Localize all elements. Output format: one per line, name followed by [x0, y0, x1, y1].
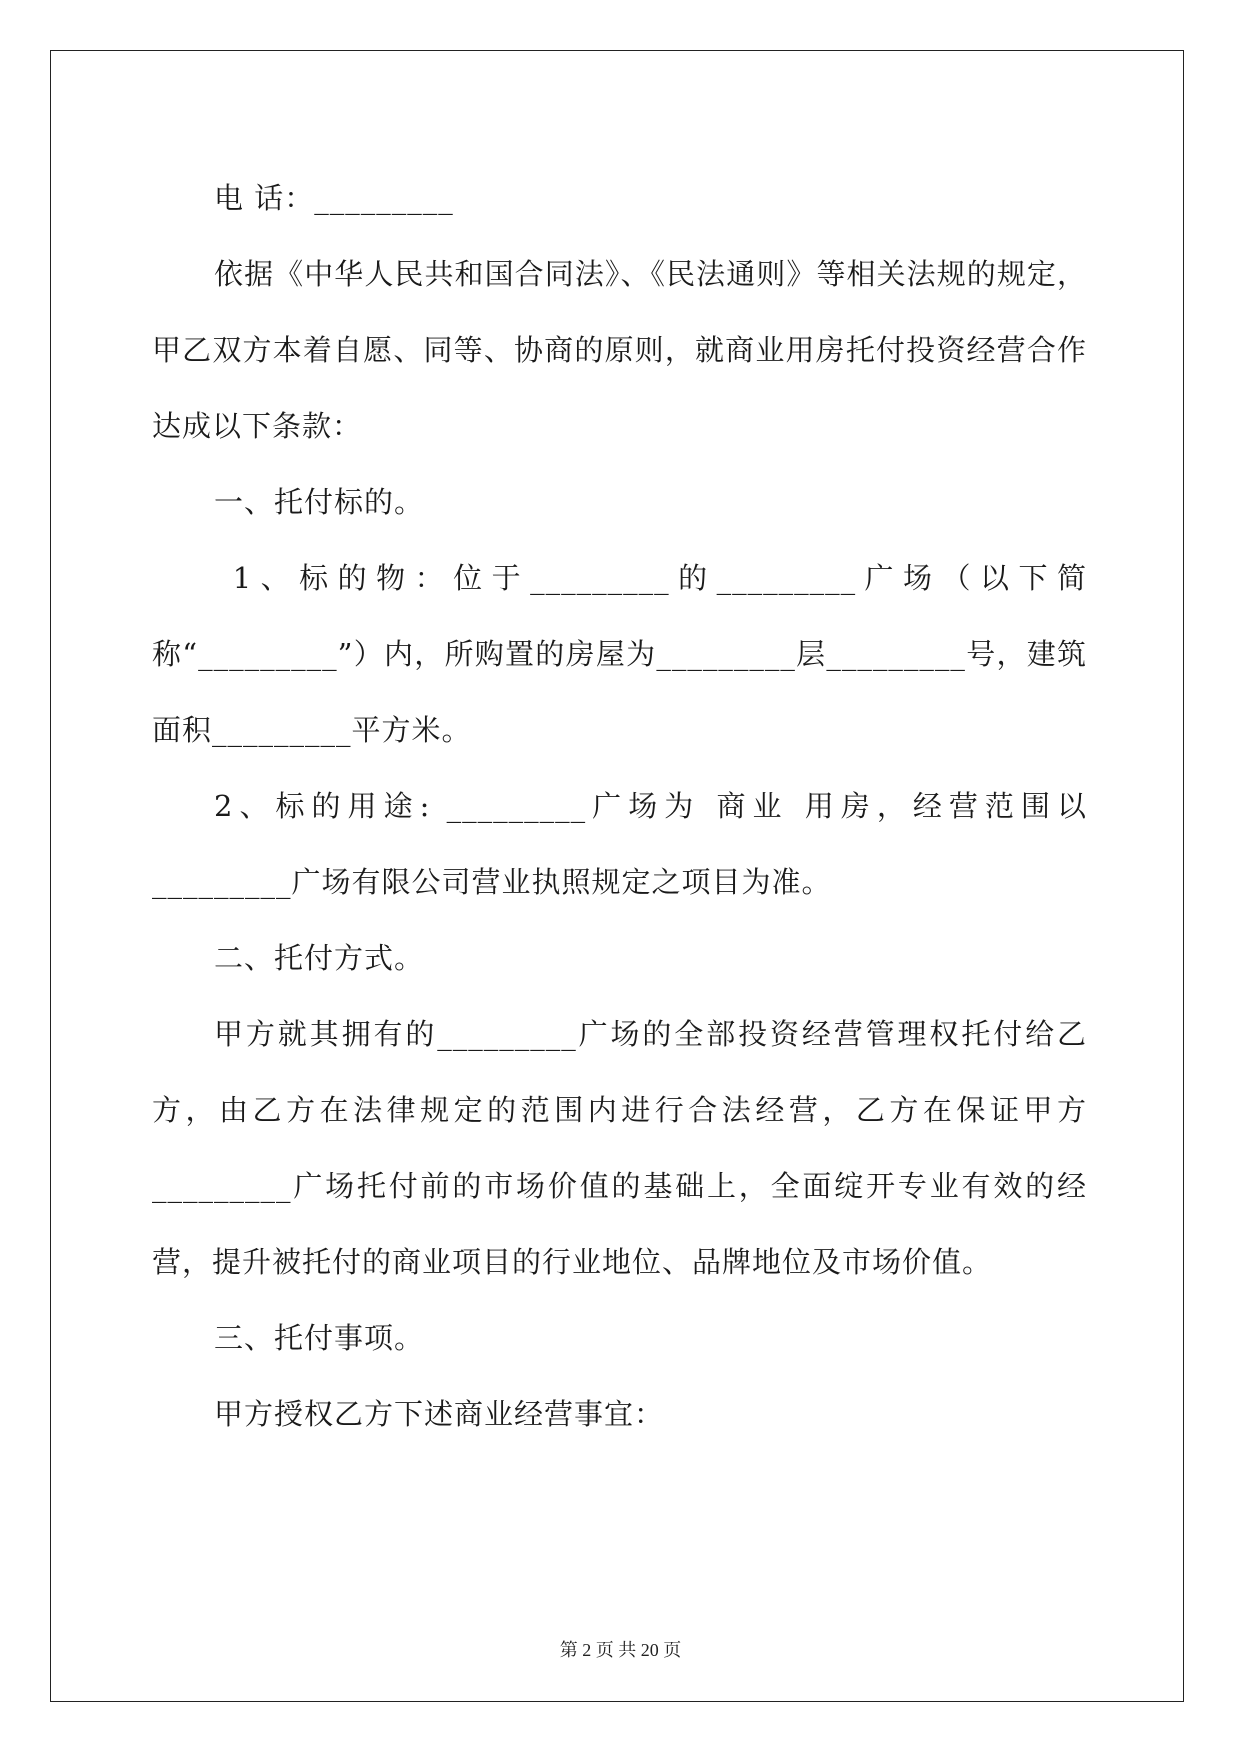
- authorized-matters-paragraph: 甲方授权乙方下述商业经营事宜：: [214, 1397, 665, 1431]
- section-heading-3: 三、托付事项。: [214, 1321, 425, 1355]
- section-heading-2: 二、托付方式。: [214, 941, 425, 975]
- entrust-method-paragraph: 甲方就其拥有的_________广场的全部投资经营管理权托付给乙方，由乙方在法律规定的范围内进行合法经营，乙方在保证甲方_________广场托付前的市场价值的基础上，全面绽开专业有效的经营，提升被托付的商业项目的行业地位、品牌地位及市场价值。: [152, 1017, 1087, 1279]
- clause-1-2: 2、标的用途: _________广场为 商业 用房，经营范围以_________广场有限公司营业执照规定之项目为准。: [152, 789, 1087, 899]
- phone-line: 电 话：_________: [214, 181, 454, 215]
- legal-basis-paragraph: 依据《中华人民共和国合同法》、《民法通则》等相关法规的规定，甲乙双方本着自愿、同等、协商的原则，就商业用房托付投资经营合作达成以下条款：: [152, 257, 1087, 443]
- clause-1-1: 1、标的物：位于_________的_________广场（以下简称“_________”）内，所购置的房屋为_________层_________号，建筑面积_________平方米。: [152, 561, 1088, 747]
- section-heading-1: 一、托付标的。: [214, 485, 425, 519]
- page-number-footer: 第 2 页 共 20 页: [559, 1640, 682, 1660]
- document-body: [152, 160, 1087, 1452]
